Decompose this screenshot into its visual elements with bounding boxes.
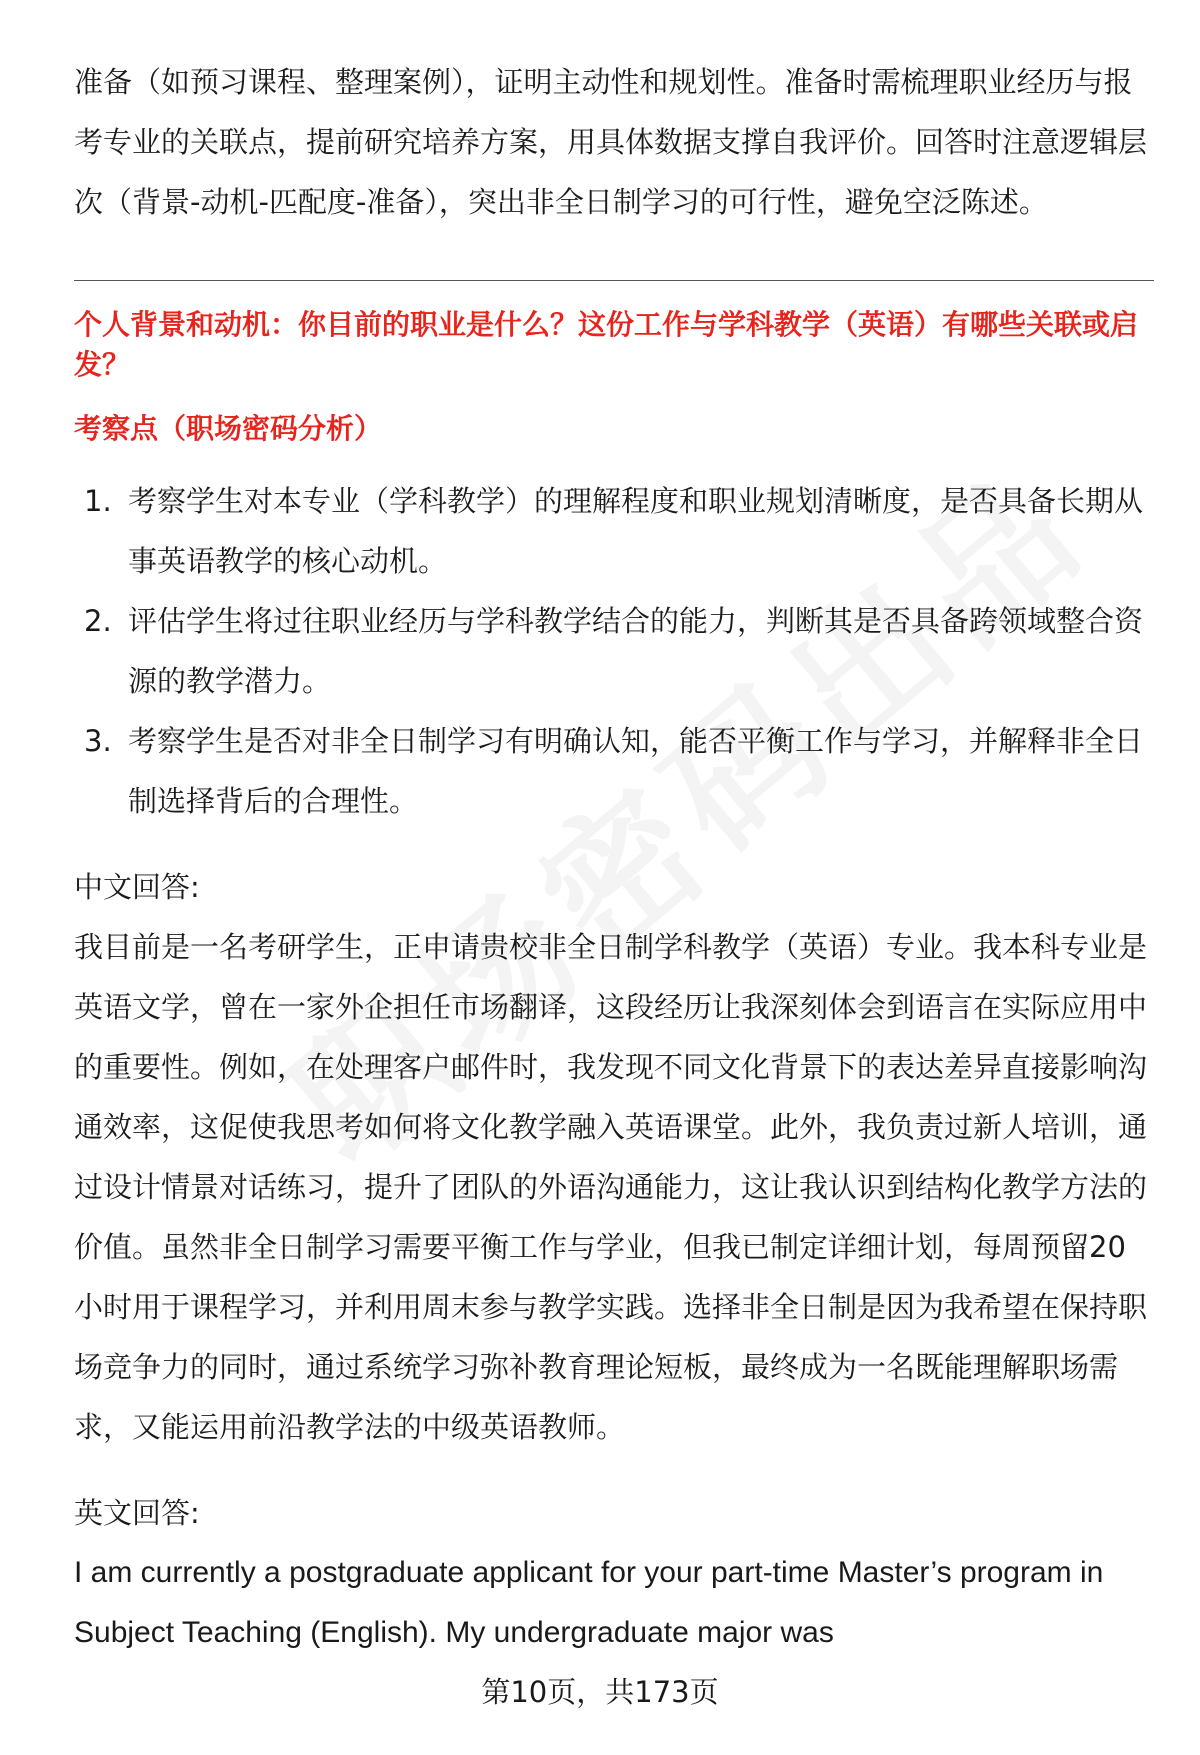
assessment-point xyxy=(74,591,1154,711)
assessment-points-list xyxy=(74,471,1154,831)
english-answer-label: 英文回答: xyxy=(74,1496,200,1530)
chinese-answer-paragraph: 我目前是一名考研学生，正申请贵校非全日制学科教学（英语）专业。我本科专业是英语文学，曾在一家外企担任市场翻译，这段经历让我深刻体会到语言在实际应用中的重要性。例如，在处理客户邮件时，我发现不同文化背景下的表达差异直接影响沟通效率，这促使我思考如何将文化教学融入英语课堂。此外，我负责过新人培训，通过设计情景对话练习，提升了团队的外语沟通能力，这让我认识到结构化教学方法的价值。虽然非全日制学习需要平衡工作与学业，但我已制定详细计划，每周预留20小时用于课程学习，并利用周末参与教学实践。选择非全日制是因为我希望在保持职场竞争力的同时，通过系统学习弥补教育理论短板，最终成为一名既能理解职场需求，又能运用前沿教学法的中级英语教师。 xyxy=(74,930,1148,1444)
page-content xyxy=(74,52,1154,1663)
page-number-footer: 第10页，共173页 xyxy=(481,1675,719,1709)
assessment-point-text: 评估学生将过往职业经历与学科教学结合的能力，判断其是否具备跨领域整合资源的教学潜力。 xyxy=(128,604,1144,698)
assessment-heading: 考察点（职场密码分析） xyxy=(74,412,383,445)
assessment-point xyxy=(74,471,1154,591)
question-heading: 个人背景和动机：你目前的职业是什么？这份工作与学科教学（英语）有哪些关联或启发？ xyxy=(74,308,1139,381)
assessment-point xyxy=(74,711,1154,831)
list-number: 3. xyxy=(84,724,112,758)
assessment-point-text: 考察学生对本专业（学科教学）的理解程度和职业规划清晰度，是否具备长期从事英语教学的核心动机。 xyxy=(128,484,1144,578)
list-number: 2. xyxy=(84,604,112,638)
assessment-point-text: 考察学生是否对非全日制学习有明确认知，能否平衡工作与学习，并解释非全日制选择背后的合理性。 xyxy=(128,724,1144,818)
section-divider xyxy=(74,280,1154,281)
english-answer-paragraph: I am currently a postgraduate applicant for your part-time Master’s program in Subject Teaching (English). My undergraduate major was xyxy=(74,1556,1104,1649)
intro-paragraph: 准备（如预习课程、整理案例），证明主动性和规划性。准备时需梳理职业经历与报考专业的关联点，提前研究培养方案，用具体数据支撑自我评价。回答时注意逻辑层次（背景-动机-匹配度-准备），突出非全日制学习的可行性，避免空泛陈述。 xyxy=(74,65,1148,219)
list-number: 1. xyxy=(84,484,112,518)
chinese-answer-label: 中文回答: xyxy=(74,870,200,904)
